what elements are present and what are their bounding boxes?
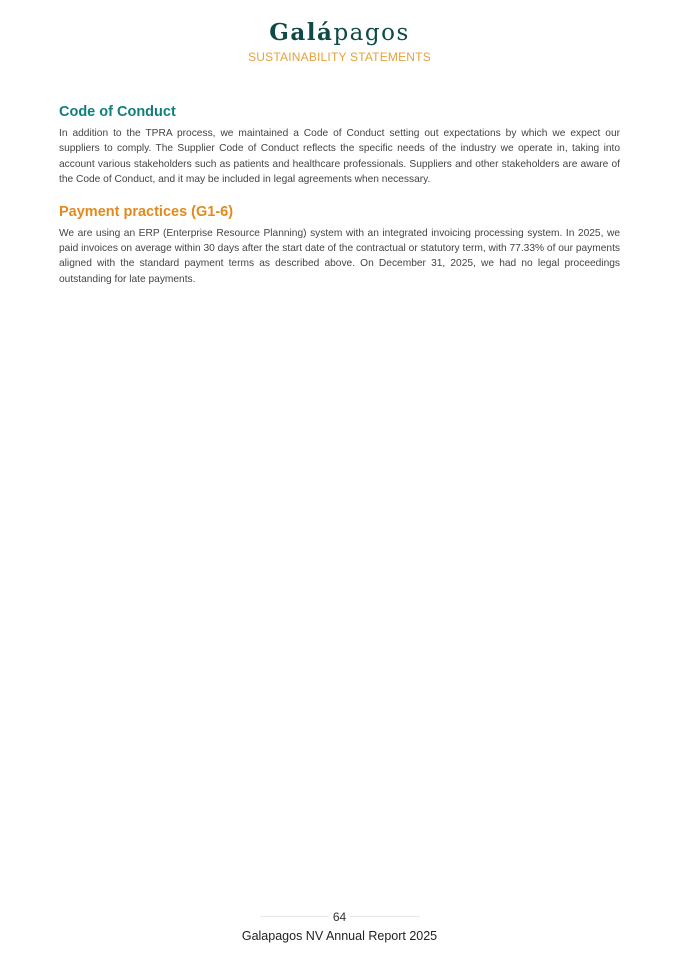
logo-bold-part: Galá [269,19,334,46]
code-of-conduct-section [59,102,620,188]
page-number: 64 [329,908,350,926]
payment-practices-section [59,202,620,288]
page-header [0,18,679,64]
code-of-conduct-body: In addition to the TPRA process, we maintained a Code of Conduct setting out expectations by which we expect our suppliers to comply. The Supplier Code of Conduct reflects the specific needs of the industry we operate in, taking into account various stakeholders such as patients and healthcare professionals. Suppliers and other stakeholders are aware of the Code of Conduct, and it may be included in legal agreements when necessary. [59,128,620,186]
galapagos-logo [0,18,679,48]
report-title: Galapagos NV Annual Report 2025 [241,929,438,943]
payment-practices-heading: Payment practices (G1-6) [59,203,234,220]
section-subtitle: SUSTAINABILITY STATEMENTS [248,50,431,64]
main-content [59,102,620,287]
logo-light-part: pagos [333,20,410,46]
code-of-conduct-heading: Code of Conduct [59,104,176,120]
page-number-wrap [260,908,420,926]
payment-practices-body: We are using an ERP (Enterprise Resource Planning) system with an integrated invoicing processing system. In 2025, we paid invoices on average within 30 days after the start date of the contractual or statutory term, with 77.33% of our payments aligned with the standard payment terms as described above. On December 31, 2025, we had no legal proceedings outstanding for late payments. [59,227,620,285]
page-footer [0,908,679,945]
